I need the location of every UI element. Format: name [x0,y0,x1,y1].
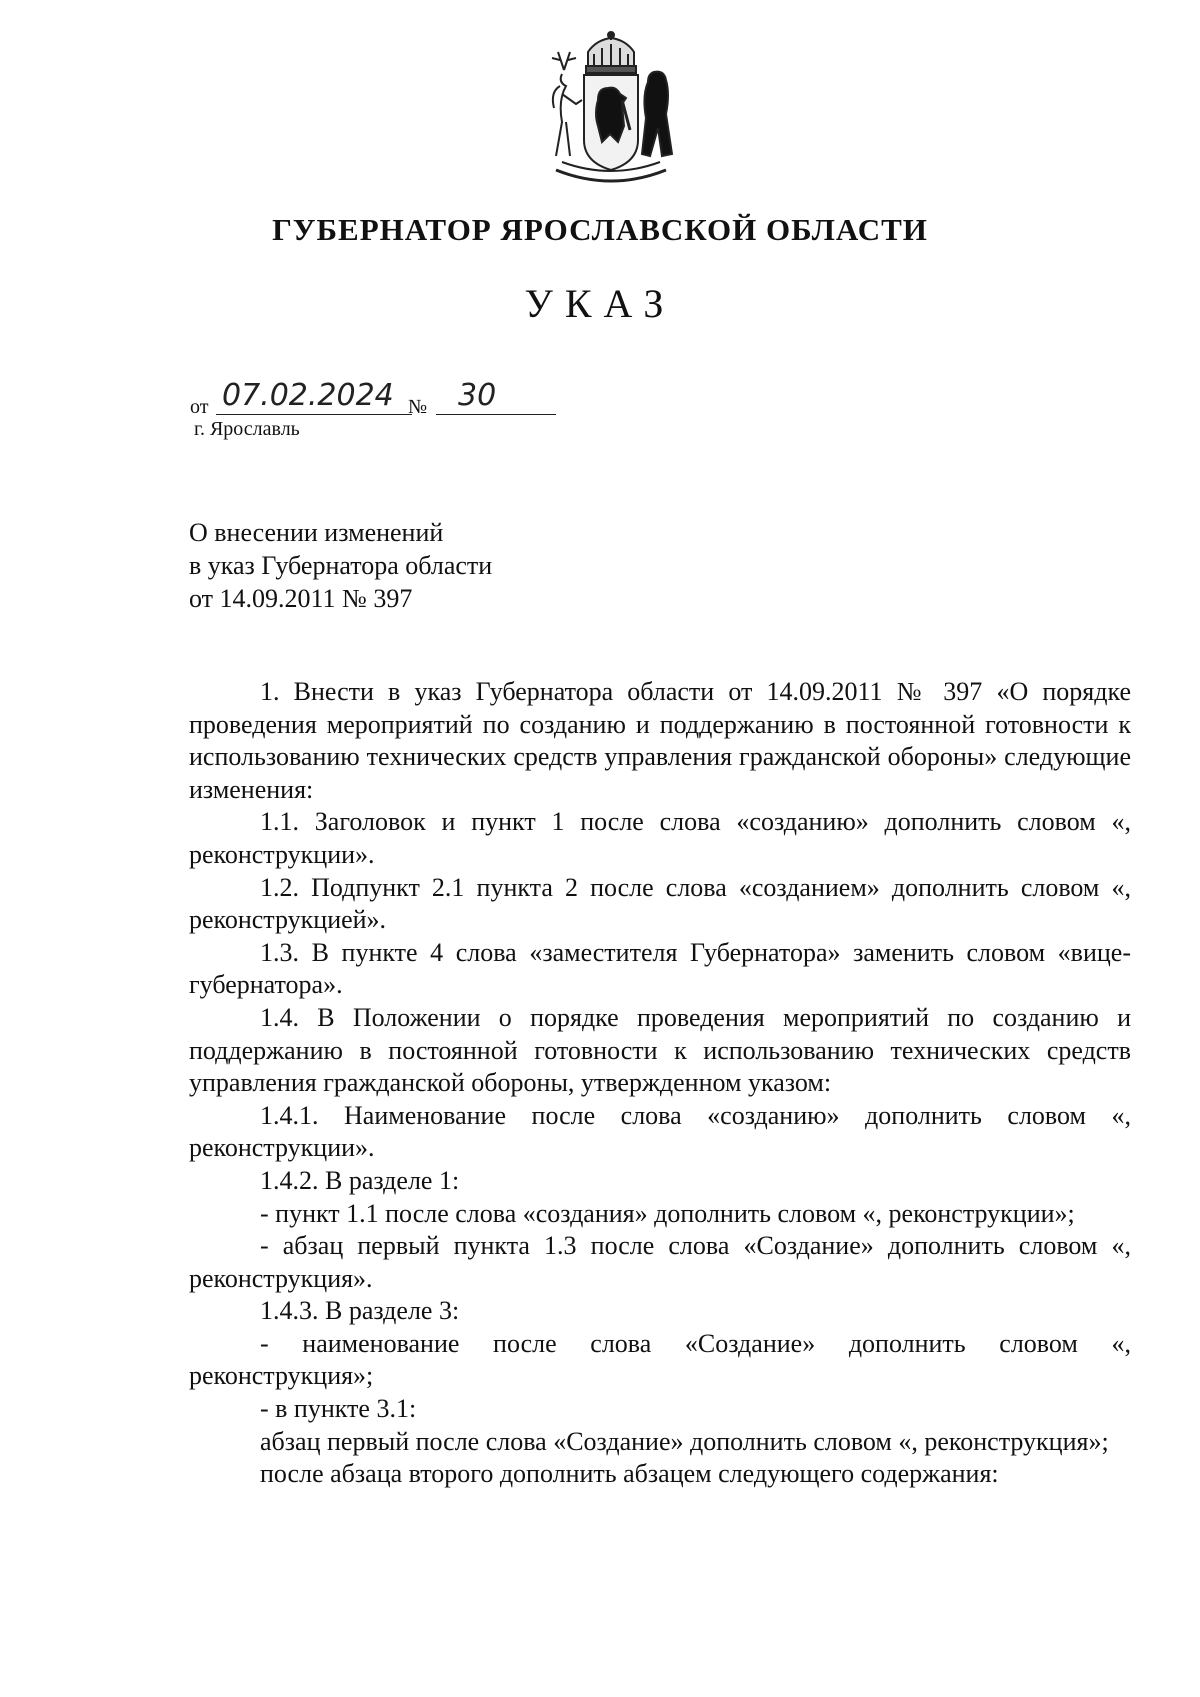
subject-line: от 14.09.2011 № 397 [189,584,413,613]
paragraph-1-4-2: 1.4.2. В разделе 1: [260,1165,460,1195]
decree-body [189,676,1131,1491]
date-prefix: от [190,396,209,418]
paragraph-1-4-3: 1.4.3. В разделе 3: [260,1296,460,1326]
handwritten-date: 07.02.2024 [216,378,412,415]
paragraph-1-4-2-a: - пункт 1.1 после слова «создания» дополнить словом «, реконструкции»; [260,1198,1075,1228]
paragraph-1-4-3-a: - наименование после слова «Создание» дополнить словом «, реконструкция»; [189,1328,1131,1391]
number-prefix: № [408,396,428,418]
paragraph-1-4-2-b: - абзац первый пункта 1.3 после слова «Создание» дополнить словом «, реконструкция». [189,1231,1131,1293]
subject-line: в указ Губернатора области [189,551,493,580]
registration-line [190,378,540,418]
issue-city: г. Ярославль [194,418,300,440]
paragraph-1-1: 1.1. Заголовок и пункт 1 после слова «созданию» дополнить словом «, реконструкции». [189,807,1131,869]
paragraph-1-4-3-c: абзац первый после слова «Создание» дополнить словом «, реконструкция»; [260,1426,1109,1456]
issuer-title: ГУБЕРНАТОР ЯРОСЛАВСКОЙ ОБЛАСТИ [272,212,928,247]
paragraph-1-4: 1.4. В Положении о порядке проведения мероприятий по созданию и поддержанию в постоянной готовности к использованию технических средств управления гражданской обороны, утвержденном указом: [189,1002,1131,1098]
paragraph-1-3: 1.3. В пункте 4 слова «заместителя Губернатора» заменить словом «вице-губернатора». [189,937,1131,1000]
subject-line: О внесении изменений [189,518,444,547]
paragraph-1-2: 1.2. Подпункт 2.1 пункта 2 после слова «созданием» дополнить словом «, реконструкцией». [189,872,1131,935]
paragraph-1-4-3-d: после абзаца второго дополнить абзацем следующего содержания: [260,1459,999,1489]
paragraph-1-4-1: 1.4.1. Наименование после слова «созданию» дополнить словом «, реконструкции». [189,1100,1131,1163]
paragraph-1-4-3-b: - в пункте 3.1: [260,1394,417,1424]
handwritten-number: 30 [436,378,556,415]
document-type: УКАЗ [524,281,676,326]
coat-of-arms-emblem [536,30,686,190]
paragraph-1: 1. Внести в указ Губернатора области от 14.09.2011 № 397 «О порядке проведения мероприятий по созданию и поддержанию в постоянной готовности к использованию технических средств управления гражданской обороны» следующие изменения: [189,677,1131,804]
subject-heading [189,516,492,615]
